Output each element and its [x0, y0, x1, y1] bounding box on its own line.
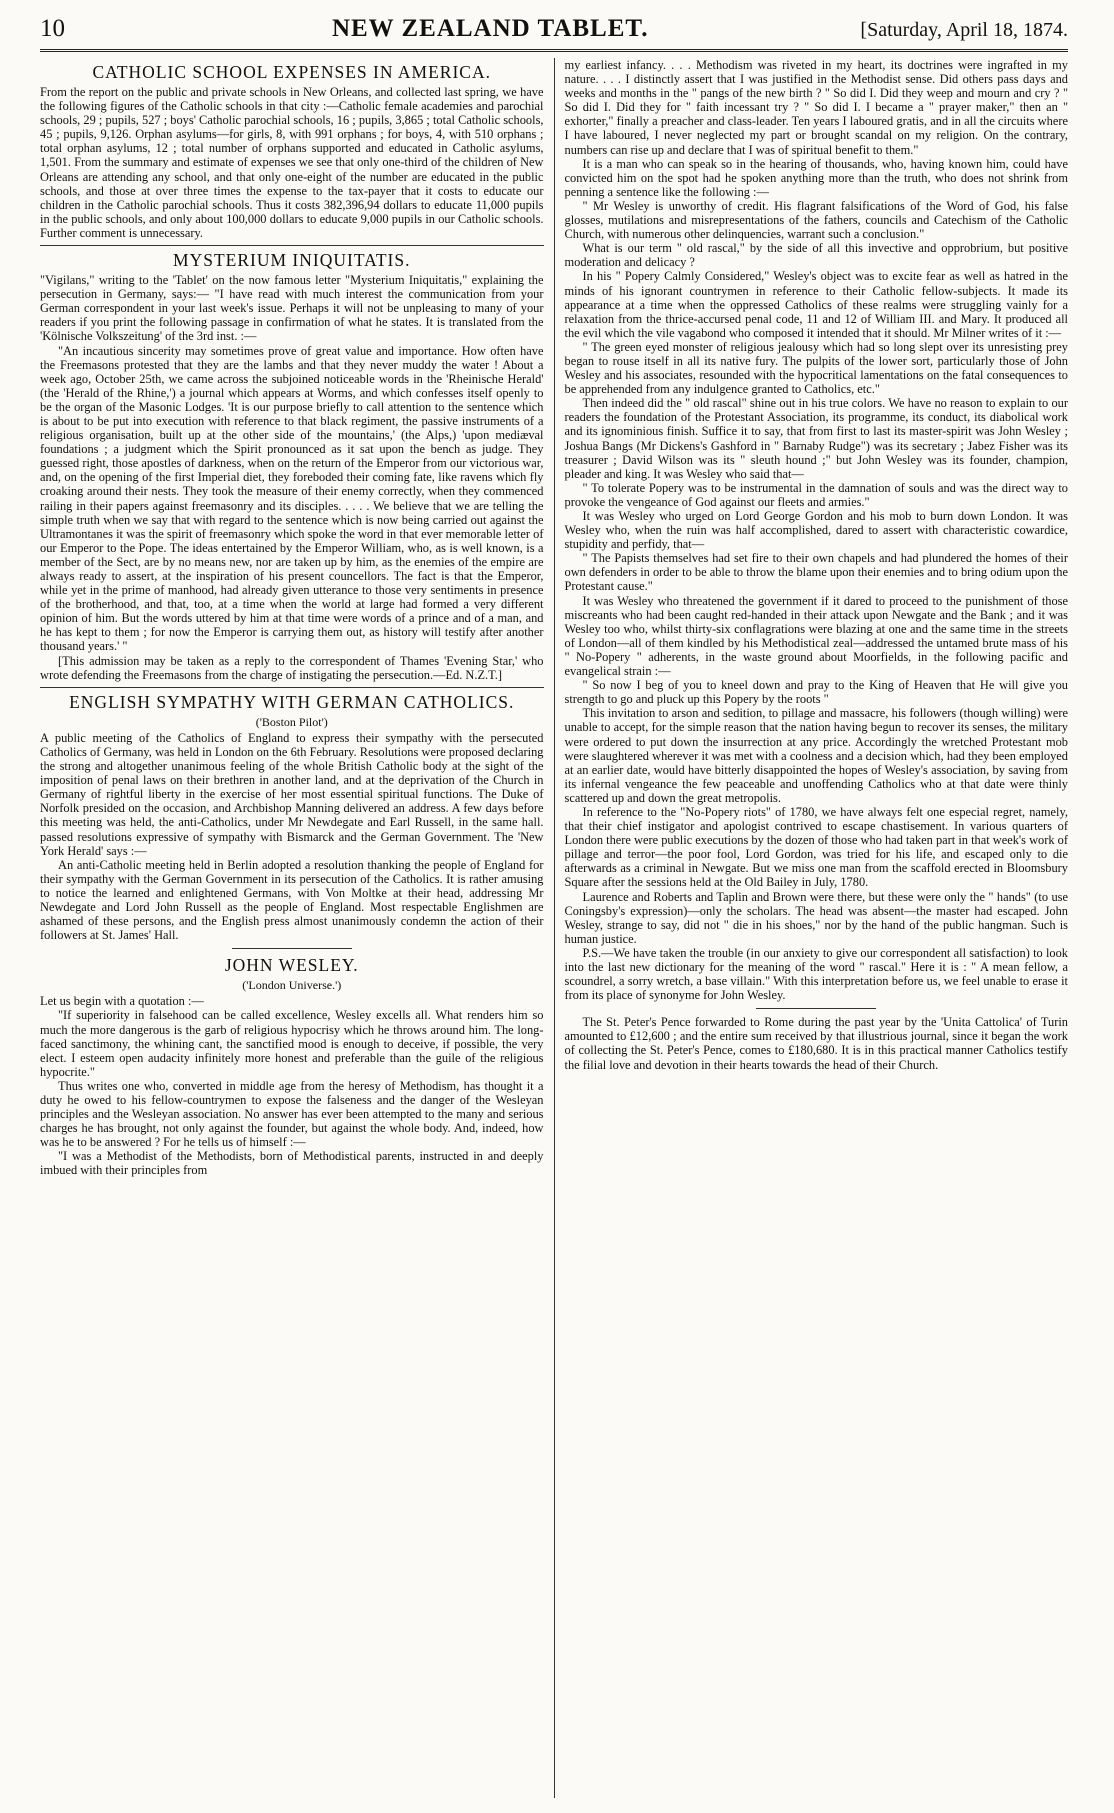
- divider: [40, 245, 544, 246]
- article-paragraph: " The green eyed monster of religious jealousy which had so long slept over its unresisting prey began to rouse itself in all its native fury. The pulpits of the lower sort, particularly those of John Wesley and his associates, resounded with the hypocritical lamentations on the fatal consequences to be apprehended from any indulgence granted to Catholics, etc.": [564, 339, 1068, 397]
- article-paragraph: It was Wesley who threatened the government if it dared to proceed to the punishment of those miscreants who had been caught red-handed in their attack upon Newgate and the Bank ; and it was Wesley too who, whilst thirty-six conflagrations were blazing at one and the same time in the streets of London—all of them kindled by his Methodistical zeal—addressed the untamed brute mass of his " No-Popery " adherents, in the waste ground about Moorfields, in the following pacific and evangelical strain :—: [564, 593, 1068, 679]
- divider: [40, 687, 544, 688]
- article-paragraph: In his " Popery Calmly Considered," Wesley's object was to excite fear as well as hatred in the minds of his ignorant countrymen in reference to their Catholic fellow-subjects. It made its appearance at a time when the oppressed Catholics of these realms were struggling vainly for a relaxation from the thrice-accursed penal code, 11 and 12 of William III. and Mary. It produced all the evil which the vile vagabond who composed it intended that it should. Mr Milner writes of it :—: [564, 269, 1068, 340]
- page-number: 10: [40, 15, 65, 42]
- article-paragraph: " The Papists themselves had set fire to their own chapels and had plundered the homes of their own defenders in order to be able to throw the blame upon their enemies and to bring odium upon the Protestant cause.": [564, 551, 1068, 594]
- article-paragraph: Then indeed did the " old rascal" shine out in his true colors. We have no reason to explain to our readers the foundation of the Protestant Association, its programme, its conduct, its diabolical work and its ignominious finish. Suffice it to say, that from first to last its master-spirit was John Wesley ; Joshua Bangs (Mr Dickens's Gashford in " Barnaby Rudge") was its secretary ; Jabez Fisher was its treasurer ; David Wilson was its " sleuth hound ;" but John Wesley was its founder, champion, pleader and king. It was Wesley who said that—: [564, 396, 1068, 481]
- article-heading-john-wesley: JOHN WESLEY.: [224, 955, 359, 976]
- article-paragraph: Let us begin with a quotation :—: [40, 994, 204, 1009]
- article-paragraph: It is a man who can speak so in the hearing of thousands, who, having known him, could have convicted him on the spot had he spoken anything more than the truth, who does not shrink from penning a sentence like the following :—: [564, 156, 1068, 199]
- masthead: [40, 14, 1068, 52]
- article-paragraph: "I was a Methodist of the Methodists, born of Methodistical parents, instructed in and deeply imbued with their principles from: [40, 1149, 544, 1178]
- article-paragraph: P.S.—We have taken the trouble (in our anxiety to give our correspondent all satisfaction) to look into the last new dictionary for the meaning of the word " rascal." Here it is : " A mean fellow, a scoundrel, a sorry wretch, a base villain." With this interpretation before us, we feel unable to erase it from its place of synonyme for John Wesley.: [564, 945, 1068, 1003]
- article-paragraph: It was Wesley who urged on Lord George Gordon and his mob to burn down London. It was Wesley who, when the ruin was half accomplished, dared to assert with characteristic cowardice, stupidity and perfidy, that—: [564, 509, 1068, 552]
- columns: [40, 58, 1068, 1798]
- divider: [232, 948, 352, 949]
- left-column: [40, 58, 554, 1798]
- article-source: ('London Universe.'): [242, 978, 342, 993]
- article-heading-mysterium: MYSTERIUM INIQUITATIS.: [173, 250, 411, 271]
- article-paragraph: An anti-Catholic meeting held in Berlin adopted a resolution thanking the people of England for their sympathy with the German Government in its persecution of the Catholics. It is rather amusing to notice the learned and enlightened Germans, with Von Moltke at their head, addressing Mr Newdegate and Lord John Russell as the people of England. Most respectable Englishmen are ashamed of these persons, and the English press almost unanimously condemn the action of their followers at St. James' Hall.: [40, 857, 544, 943]
- issue-date: [Saturday, April 18, 1874.: [860, 19, 1068, 41]
- article-paragraph: " So now I beg of you to kneel down and pray to the King of Heaven that He will give you strength to go and pluck up this Popery by the roots ": [564, 678, 1068, 707]
- article-paragraph: A public meeting of the Catholics of England to express their sympathy with the persecuted Catholics of Germany, was held in London on the 6th February. Resolutions were proposed declaring the strong and altogether unanimous feeling of the whole British Catholic body at the sight of the imposition of penal laws on their brethren in another land, and at the deprivation of the Church in Germany of rightful liberty in the exercise of her most essential spiritual functions. The Duke of Norfolk presided on the occasion, and Archbishop Manning delivered an address. A few days before this meeting was held, the anti-Catholics, under Mr Newdegate and Earl Russell, in the same hall. passed resolutions expressive of sympathy with Bismarck and the German Government. The 'New York Herald' says :—: [40, 730, 544, 858]
- article-paragraph: "An incautious sincerity may sometimes prove of great value and importance. How often have the Freemasons protested that they are the lambs and that they never muddy the water ! About a week ago, October 25th, we came across the subjoined noticeable words in the 'Rheinische Herald' (the 'Herald of the Rhine,') a journal which appears at Worms, and which confesses itself openly to be the organ of the Masonic Lodges. 'It is our purpose briefly to call attention to the sentence which is about to be put into execution with reference to that black regiment, the passive instruments of a religious organisation, built up at the other side of the mountains,' (the Alps,) 'upon mediæval foundations ; a judgment which the Spirit pronounced as it sat upon the bench as judge. They guessed right, those apostles of darkness, when on the return of the Emperor from our victorious war, and, on the opening of the first Imperial diet, they foreboded their coming fate, like ravens which fly croaking around their nests. They took the measure of their enemy correctly, when they commenced railing in their papers against freemasonry and its disciples. . . . . We believe that we are telling the simple truth when we say that with regard to the sentence which is now being carried out against the Ultramontanes it was the spirit of freemasonry which spoke the word in that ever memorable letter of our Emperor to the Pope. The ideas entertained by the Emperor William, who, as is well known, is a member of the Sect, are by no means new, nor are taken up by him, as the enemies of the empire are always ready to assert, at the inspiration of his present councellors. The fact is that the Emperor, while yet in the prime of manhood, had already given utterance to those very sentiments in presence of the brotherhood, and that, too, at a time when the world at large had formed a very different opinion of him. But the words uttered by him at that time were words of a prince and of a man, and he has kept to them ; for now the Emperor is carrying them out, as history will testify after another thousand years.' ": [40, 343, 544, 654]
- article-source: ('Boston Pilot'): [255, 714, 328, 729]
- article-paragraph: " Mr Wesley is unworthy of credit. His flagrant falsifications of the Word of God, his false glosses, mutilations and misrepresentations of the fathers, councils and Catechism of the Catholic Church, with numerous other delinquencies, warrant such a conclusion.": [564, 198, 1068, 242]
- article-paragraph: What is our term " old rascal," by the side of all this invective and opprobrium, but positive moderation and delicacy ?: [564, 241, 1068, 270]
- article-paragraph: " To tolerate Popery was to be instrumental in the damnation of souls and was the direct way to provoke the vengeance of God against our fleets and armies.": [564, 480, 1068, 509]
- article-paragraph: Thus writes one who, converted in middle age from the heresy of Methodism, has thought it a duty he owed to his fellow-countrymen to expose the falseness and the danger of the Wesleyan principles and the Wesleyan association. No answer has ever been attempted to the many and serious charges he has brought, not only against the founder, but against the whole body. And, indeed, how was he to be answered ? For he tells us of himself :—: [40, 1078, 544, 1150]
- divider: [756, 1008, 876, 1009]
- article-heading-english-sympathy: ENGLISH SYMPATHY WITH GERMAN CATHOLICS.: [69, 691, 515, 712]
- article-paragraph: my earliest infancy. . . . Methodism was riveted in my heart, its doctrines were ingrafted in my nature. . . . I distinctly assert that I was justified in the Methodist sense. Did others pass days and weeks and months in the " pangs of the new birth ? " So did I. Did they weep and mourn and cry ? " So did I. Did they for " faith incessant try ? " So did I. I became a " prayer maker," then an " exhorter," finally a preacher and class-leader. Ten years I laboured gratis, and in all the circuits where I have laboured, I never neglected my part or brought scandal on my religion. On the contrary, numbers can rise up and declare that I was of spiritual benefit to them.": [564, 58, 1068, 157]
- article-paragraph: This invitation to arson and sedition, to pillage and massacre, his followers (though willing) were unable to accept, for the simple reason that the nation having begun to recover its senses, the military were ordered to put down the insurrection at any price. Accordingly the wretched Protestant mob were slaughtered wherever it was met with a coolness and a decision which, had they been employed at an earlier date, would have bitterly disappointed the hopes of Wesley's association, by saving from its infernal vengeance the few peaceable and unoffending Catholics who at that date were thinly scattered up and down the great metropolis.: [564, 706, 1068, 805]
- article-paragraph: [This admission may be taken as a reply to the correspondent of Thames 'Evening Star,' who wrote defending the Freemasons from the charge of instigating the persecution.—Ed. N.Z.T.]: [40, 653, 544, 682]
- right-column: [554, 58, 1069, 1798]
- article-paragraph: From the report on the public and private schools in New Orleans, and collected last spring, we have the following figures of the Catholic schools in that city :—Catholic female academies and parochial schools, 29 ; pupils, 527 ; boys' Catholic parochial schools, 16 ; pupils, 3,865 ; total Catholic schools, 45 ; pupils, 9,126. Orphan asylums—for girls, 8, with 991 orphans ; for boys, 4, with 510 orphans ; total orphan asylums, 12 ; total number of orphans supported and educated in Catholic asylums, 1,501. From the summary and estimate of expenses we see that only one-third of the children of New Orleans are attending any school, and that only one-eight of the number are educated in the public schools, and those at over three times the expense to the tax-payer that it costs to educate our children in the Catholic parochial schools. Thus it costs 382,396,94 dollars to educate 11,000 pupils in the public schools, and only about 100,000 dollars to educate 9,000 pupils in our Catholic schools. Further comment is unnecessary.: [40, 85, 544, 240]
- article-heading-school-expenses: CATHOLIC SCHOOL EXPENSES IN AMERICA.: [92, 62, 491, 82]
- article-paragraph: Laurence and Roberts and Taplin and Brown were there, but these were only the " hands" (to use Coningsby's expression)—only the scholars. The head was absent—the master had escaped. John Wesley, strange to say, did not " die in his shoes," nor by the hand of the public hangman. Such is human justice.: [564, 889, 1068, 946]
- article-paragraph: "If superiority in falsehood can be called excellence, Wesley excells all. What renders him so much the more dangerous is the garb of religious hypocrisy which he throws around him. The long-faced sanctimony, the whining cant, the sanctified mood is enough to deceive, if possible, the very elect. I esteem open audacity infinitely more honest and preferable than the guile of the religious hypocrite.": [40, 1008, 544, 1079]
- article-paragraph: "Vigilans," writing to the 'Tablet' on the now famous letter "Mysterium Iniquitatis," explaining the persecution in Germany, says:— "I have read with much interest the communication from your German correspondent in your last week's issue. Perhaps it will not be unpleasing to many of your readers if you print the following passage in confirmation of what he states. It is translated from the 'Kölnische Volkszeitung' of the 3rd inst. :—: [40, 273, 544, 344]
- article-paragraph: In reference to the "No-Popery riots" of 1780, we have always felt one especial regret, namely, that their chief instigator and apologist contrived to escape chastisement. In various quarters of London there were public executions by the dozen of those who had taken part in that week's work of pillage and terror—the poor fool, Lord Gordon, was tried for his life, and escaped only to die afterwards as a criminal in Newgate. But we miss one man from the scaffold erected in Bloomsbury Square after the sessions held at the Old Bailey in July, 1780.: [564, 804, 1068, 890]
- newspaper-title: NEW ZEALAND TABLET.: [331, 15, 649, 42]
- article-paragraph: The St. Peter's Pence forwarded to Rome during the past year by the 'Unita Cattolica' of Turin amounted to £12,600 ; and the entire sum received by that illustrious journal, since it began the work of collecting the St. Peter's Pence, comes to £180,680. It is in this practical manner Catholics testify the filial love and devotion in their hearts towards the head of their Church.: [564, 1015, 1068, 1072]
